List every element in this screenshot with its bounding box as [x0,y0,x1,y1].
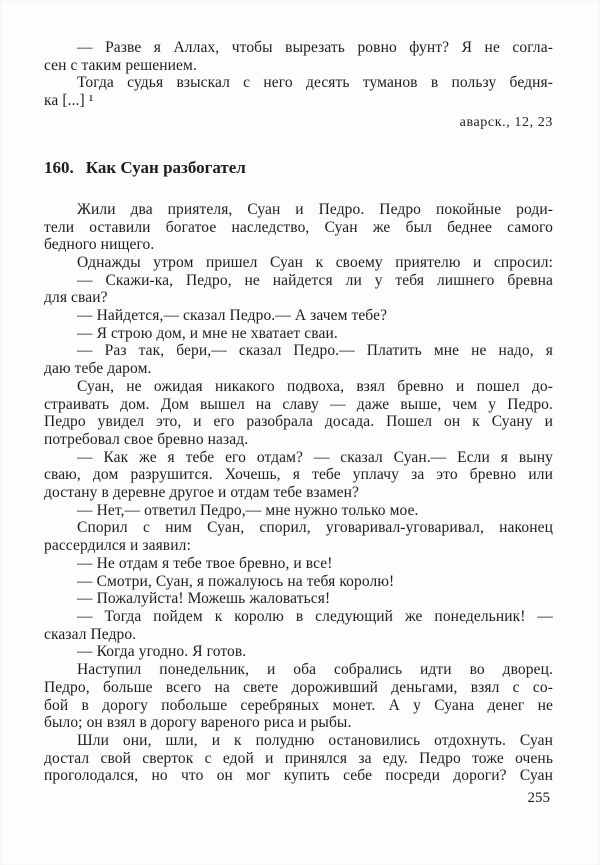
text-line: даю тебе даром. [44,360,152,378]
paragraph [44,74,553,109]
paragraph [44,449,553,502]
text-line: бой в дорогу побольше серебряных монет. А у Суана денег не [44,696,553,714]
text-line: Однажды утром пришел Суан к своему приятелю и спросил: [77,253,553,271]
paragraph [44,519,553,554]
text-line: — Пожалуйста! Можешь жаловаться! [77,590,331,608]
text-line: потребовал свое бревно назад. [44,430,249,448]
text-line: Тогда судья взыскал с него десять туманов в пользу бедня- [77,74,553,92]
text-line: Суан, не ожидая никакого подвоха, взял бревно и пошел до- [77,377,553,395]
tale-title-text: Как Суан разбогател [85,157,246,177]
page-number: 255 [527,790,550,806]
paragraph [44,502,553,520]
text-line: — Тогда пойдем к королю в следующий же понедельник! — [77,607,553,625]
text-line: тели оставили богатое наследство, Суан же был беднее самого [44,218,553,236]
paragraph [44,254,553,272]
text-line: — Скажи-ка, Педро, не найдется ли у тебя лишнего бревна [77,271,553,289]
tale-body [44,201,553,785]
text-line: — Не отдам я тебе твое бревно, и все! [77,554,333,572]
paragraph [44,573,553,591]
tale-title [44,158,553,177]
tale-number: 160. [44,157,74,177]
text-line: сен с таким решением. [44,56,197,74]
text-line: сваю, дом разрушится. Хочешь, я тебе уплачу за это бревно или [44,466,553,484]
text-line: сказал Педро. [44,625,137,643]
text-line: — Как же я тебе его отдам? — сказал Суан.— Если я выну [77,448,553,466]
paragraph [44,643,553,661]
text-line: — Найдется,— сказал Педро.— А зачем тебе? [77,307,388,325]
text-line: было; он взял в дорогу вареного риса и рыбы. [44,714,352,732]
text-line: Жили два приятеля, Суан и Педро. Педро покойные роди- [77,200,553,218]
text-line: — Я строю дом, и мне не хватает сваи. [77,324,338,342]
text-line: — Нет,— ответил Педро,— мне нужно только мое. [77,501,419,519]
text-line: Педро, больше всего на свете дороживший деньгами, взял с со- [44,678,553,696]
paragraph [44,272,553,307]
text-line: ка [...] ¹ [44,92,94,110]
text-line: проголодался, но что он мог купить себе посреди дороги? Суан [44,767,553,785]
paragraph [44,608,553,643]
text-line: Наступил понедельник, и оба собрались идти во дворец. [77,661,553,679]
paragraph [44,307,553,325]
text-line: Педро увидел это, и его разобрала досада. Пошел он к Суану и [44,413,553,431]
paragraph [44,590,553,608]
text-line: страивать дом. Дом вышел на славу — даже выше, чем у Педро. [44,395,553,413]
text-line: Спорил с ним Суан, спорил, уговаривал-уговаривал, наконец [77,519,553,537]
paragraph [44,201,553,254]
paragraph [44,342,553,377]
text-line: — Смотри, Суан, я пожалуюсь на тебя королю! [77,572,395,590]
prev-tale-end [44,39,553,110]
text-line: — Разве я Аллах, чтобы вырезать ровно фунт? Я не согла- [77,39,553,56]
text-line: Шли они, шли, и к полудню остановились отдохнуть. Суан [77,731,553,749]
paragraph [44,325,553,343]
tale-source-reference: аварск., 12, 23 [459,114,553,130]
paragraph [44,661,553,732]
paragraph [44,39,553,74]
text-line: для сваи? [44,289,108,307]
paragraph [44,732,553,785]
paragraph [44,555,553,573]
text-line: достал свой сверток с едой и принялся за еду. Педро тоже очень [44,749,553,767]
text-line: достану в деревне другое и отдам тебе взамен? [44,484,359,502]
text-line: рассердился и заявил: [44,537,191,555]
text-line: бедного нищего. [44,236,155,254]
page-content [44,39,553,785]
text-line: — Раз так, бери,— сказал Педро.— Платить мне не надо, я [77,342,553,360]
text-line: — Когда угодно. Я готов. [77,643,247,661]
paragraph [44,378,553,449]
